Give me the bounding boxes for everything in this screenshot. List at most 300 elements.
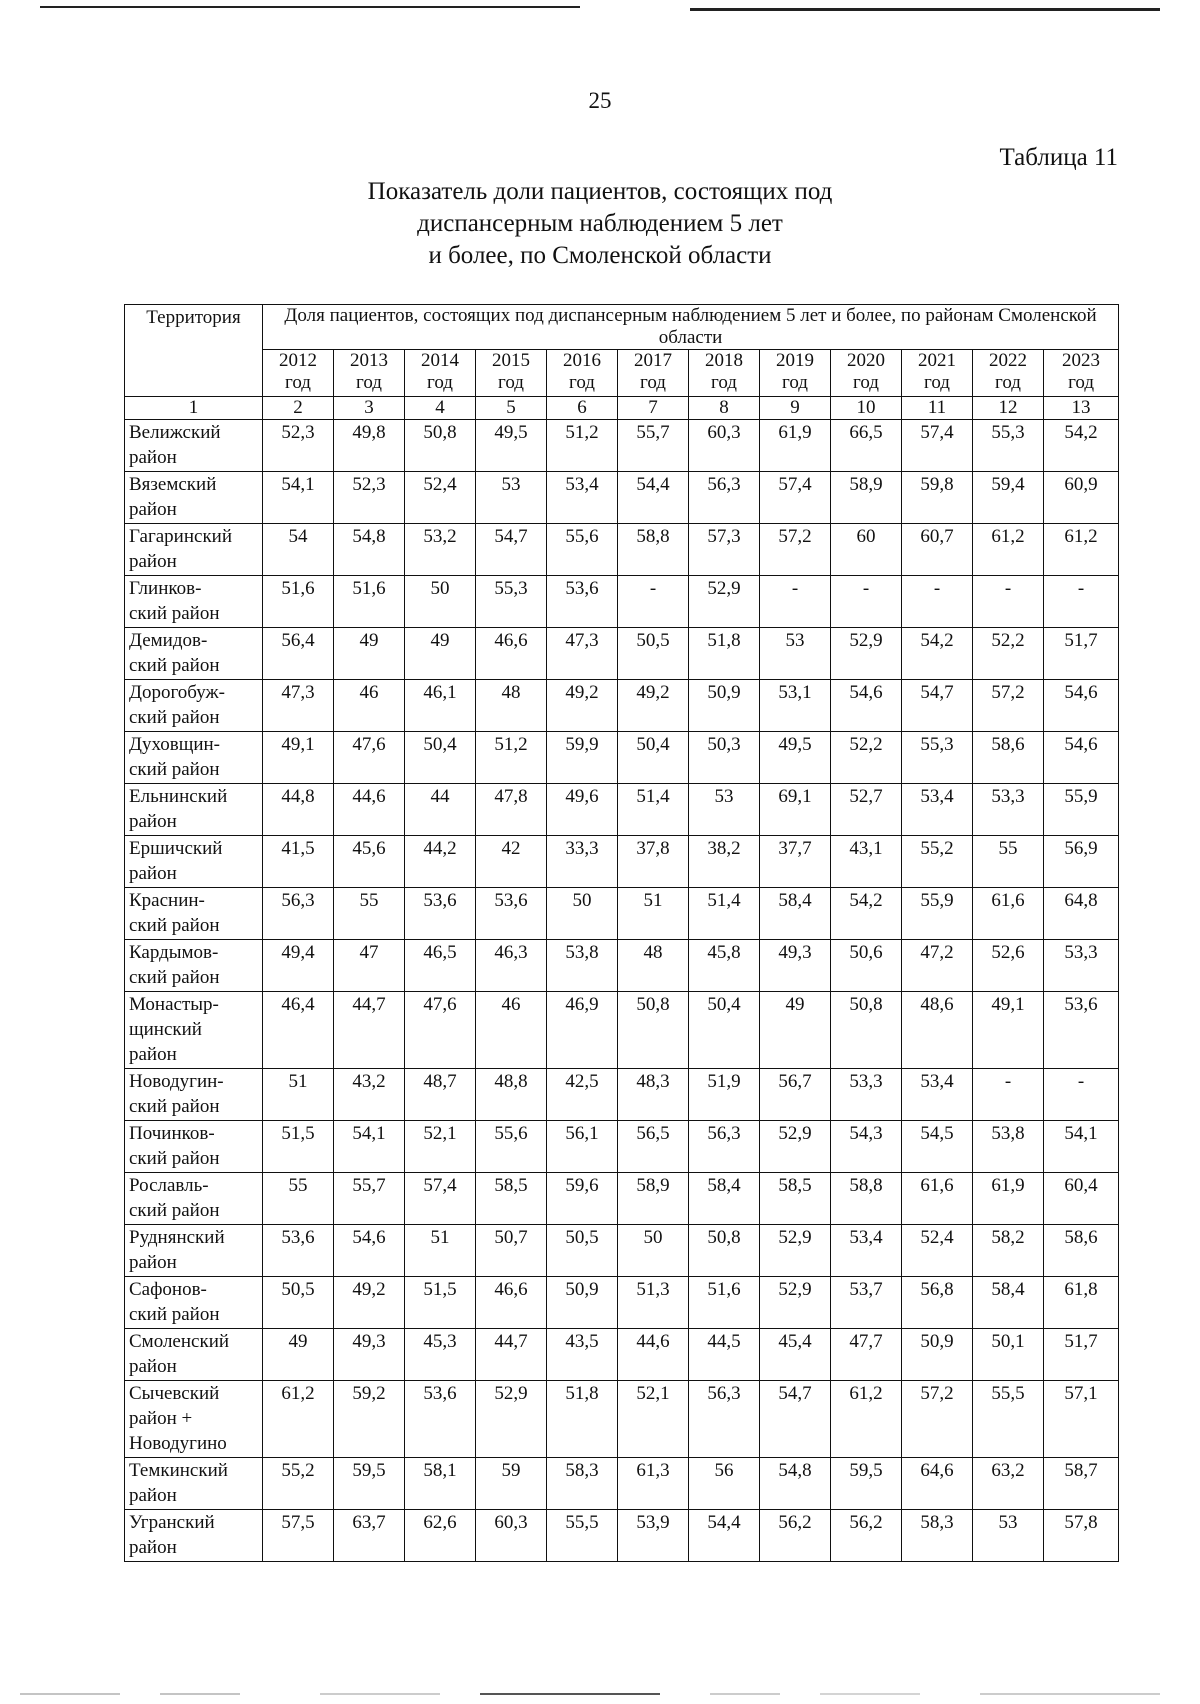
share-value: 46,6 (476, 628, 547, 680)
share-value: 51 (405, 1225, 476, 1277)
share-value: 50,9 (902, 1329, 973, 1381)
territory-name-line: ский район (129, 655, 220, 676)
share-value: 46,6 (476, 1277, 547, 1329)
share-value: 55,9 (1044, 784, 1119, 836)
scan-footer-marks (20, 1692, 1180, 1696)
share-value: 54,6 (831, 680, 902, 732)
share-value: 58,6 (1044, 1225, 1119, 1277)
territory-name (125, 888, 263, 940)
year-value: 2021 (918, 350, 956, 371)
territory-name (125, 1173, 263, 1225)
territory-name-line: ский район (129, 1148, 220, 1169)
share-value: 50,5 (547, 1225, 618, 1277)
share-value: 49,2 (334, 1277, 405, 1329)
year-unit: год (782, 372, 808, 393)
year-header (263, 350, 334, 397)
share-value: 55,2 (902, 836, 973, 888)
column-number: 2 (263, 397, 334, 420)
year-value: 2019 (776, 350, 814, 371)
share-value: - (618, 576, 689, 628)
share-value: 52,7 (831, 784, 902, 836)
year-value: 2015 (492, 350, 530, 371)
share-value: 64,6 (902, 1458, 973, 1510)
territory-name (125, 940, 263, 992)
column-number: 3 (334, 397, 405, 420)
territory-name-line: Угранский (129, 1512, 215, 1533)
share-value: 46,1 (405, 680, 476, 732)
territory-name-line: ский район (129, 1200, 220, 1221)
share-value: 55,5 (547, 1510, 618, 1562)
year-unit: год (427, 372, 453, 393)
share-value: 51,8 (689, 628, 760, 680)
share-value: 55,9 (902, 888, 973, 940)
share-value: 58,7 (1044, 1458, 1119, 1510)
share-value: 51,2 (547, 420, 618, 472)
share-value: 56,3 (689, 1381, 760, 1458)
year-header (1044, 350, 1119, 397)
territory-name (125, 576, 263, 628)
share-value: 53 (760, 628, 831, 680)
table-row (125, 472, 1119, 524)
share-value: 48,8 (476, 1069, 547, 1121)
share-value: 57,2 (760, 524, 831, 576)
share-value: 51,6 (263, 576, 334, 628)
share-value: 55,7 (618, 420, 689, 472)
table-row (125, 680, 1119, 732)
territory-name-line: Сычевский (129, 1383, 220, 1404)
year-unit: год (711, 372, 737, 393)
share-value: 57,4 (760, 472, 831, 524)
territory-name (125, 1277, 263, 1329)
territory-name-line: район (129, 1356, 177, 1377)
share-value: 50 (405, 576, 476, 628)
share-value: 49,5 (476, 420, 547, 472)
share-value: 50 (547, 888, 618, 940)
table-row (125, 628, 1119, 680)
share-value: 55 (334, 888, 405, 940)
share-value: 50,4 (689, 992, 760, 1069)
share-value: 61,9 (973, 1173, 1044, 1225)
territory-name-line: ский район (129, 707, 220, 728)
territory-name-line: Глинков- (129, 578, 202, 599)
share-value: 52,9 (760, 1277, 831, 1329)
share-value: 53,2 (405, 524, 476, 576)
share-value: 56 (689, 1458, 760, 1510)
share-value: 49 (263, 1329, 334, 1381)
year-header-row (125, 350, 1119, 397)
share-value: 54,4 (618, 472, 689, 524)
title-line: и более, по Смоленской области (428, 242, 772, 269)
share-value: 54,2 (902, 628, 973, 680)
scan-edge-line-left (40, 6, 580, 8)
territory-name-line: Сафонов- (129, 1279, 207, 1300)
territory-name (125, 1510, 263, 1562)
share-value: 44,6 (334, 784, 405, 836)
share-value: 53,8 (973, 1121, 1044, 1173)
share-value: 42 (476, 836, 547, 888)
share-value: 51,6 (689, 1277, 760, 1329)
territory-name (125, 472, 263, 524)
title-line: Показатель доли пациентов, состоящих под (367, 178, 833, 205)
share-value: 58,2 (973, 1225, 1044, 1277)
column-number: 12 (973, 397, 1044, 420)
year-value: 2020 (847, 350, 885, 371)
share-value: 55,3 (973, 420, 1044, 472)
share-value: 69,1 (760, 784, 831, 836)
share-value: - (973, 1069, 1044, 1121)
share-value: 47,8 (476, 784, 547, 836)
share-header: Доля пациентов, состоящих под диспансерным наблюдением 5 лет и более, по районам Смоленской области (263, 305, 1119, 350)
share-value: 49,5 (760, 732, 831, 784)
share-value: 61,2 (831, 1381, 902, 1458)
share-value: 55,7 (334, 1173, 405, 1225)
share-value: 52,3 (263, 420, 334, 472)
table-row (125, 1381, 1119, 1458)
year-header (334, 350, 405, 397)
share-value: 54,6 (334, 1225, 405, 1277)
territory-name-line: Демидов- (129, 630, 208, 651)
year-unit: год (498, 372, 524, 393)
share-value: 60,3 (689, 420, 760, 472)
share-value: 49,4 (263, 940, 334, 992)
year-value: 2016 (563, 350, 601, 371)
share-value: 51,2 (476, 732, 547, 784)
territory-name (125, 628, 263, 680)
year-header (405, 350, 476, 397)
share-value: 58,4 (973, 1277, 1044, 1329)
share-value: 60,3 (476, 1510, 547, 1562)
share-value: 47,2 (902, 940, 973, 992)
share-value: 44 (405, 784, 476, 836)
share-value: 52,1 (405, 1121, 476, 1173)
share-value: 50 (618, 1225, 689, 1277)
share-value: 51,3 (618, 1277, 689, 1329)
share-value: 44,7 (476, 1329, 547, 1381)
share-value: 52,6 (973, 940, 1044, 992)
territory-name (125, 992, 263, 1069)
year-header (902, 350, 973, 397)
share-value: 58,5 (760, 1173, 831, 1225)
share-value: 52,9 (476, 1381, 547, 1458)
share-value: 64,8 (1044, 888, 1119, 940)
share-value: 51 (263, 1069, 334, 1121)
share-value: 53,4 (902, 1069, 973, 1121)
share-value: 49 (760, 992, 831, 1069)
territory-name-line: район (129, 551, 177, 572)
table-row (125, 888, 1119, 940)
share-value: 56,9 (1044, 836, 1119, 888)
column-number: 11 (902, 397, 973, 420)
share-value: 50,1 (973, 1329, 1044, 1381)
year-value: 2014 (421, 350, 459, 371)
share-value: 52,1 (618, 1381, 689, 1458)
share-value: 57,2 (902, 1381, 973, 1458)
territory-name (125, 1225, 263, 1277)
district-share-table (124, 304, 1119, 1562)
share-value: 33,3 (547, 836, 618, 888)
year-unit: год (356, 372, 382, 393)
territory-name-line: ский район (129, 1096, 220, 1117)
share-value: 50,7 (476, 1225, 547, 1277)
table-row (125, 1121, 1119, 1173)
share-value: 59,8 (902, 472, 973, 524)
share-value: 46 (476, 992, 547, 1069)
share-value: 52,4 (902, 1225, 973, 1277)
share-value: 50,3 (689, 732, 760, 784)
share-value: 59,4 (973, 472, 1044, 524)
share-value: 55 (263, 1173, 334, 1225)
territory-name (125, 420, 263, 472)
share-value: 55,3 (902, 732, 973, 784)
territory-name-line: Рославль- (129, 1175, 209, 1196)
share-value: 51,7 (1044, 628, 1119, 680)
column-number: 13 (1044, 397, 1119, 420)
territory-name-line: ский район (129, 915, 220, 936)
share-value: 60,9 (1044, 472, 1119, 524)
share-value: 53 (476, 472, 547, 524)
share-value: 50,8 (405, 420, 476, 472)
territory-name-line: Гагаринский (129, 526, 233, 547)
territory-name-line: Новодугино (129, 1433, 227, 1454)
table-row (125, 1458, 1119, 1510)
territory-name (125, 836, 263, 888)
share-value: 61,8 (1044, 1277, 1119, 1329)
territory-name-line: Ельнинский (129, 786, 228, 807)
column-number: 9 (760, 397, 831, 420)
territory-name-line: ский район (129, 967, 220, 988)
territory-name-line: Починков- (129, 1123, 215, 1144)
territory-name-line: Краснин- (129, 890, 205, 911)
territory-name (125, 784, 263, 836)
table-row (125, 992, 1119, 1069)
table-row (125, 784, 1119, 836)
share-value: 56,2 (831, 1510, 902, 1562)
share-value: 54,3 (831, 1121, 902, 1173)
column-number-row (125, 397, 1119, 420)
table-row (125, 1510, 1119, 1562)
share-value: 42,5 (547, 1069, 618, 1121)
share-value: 61,3 (618, 1458, 689, 1510)
column-number: 5 (476, 397, 547, 420)
year-header (973, 350, 1044, 397)
territory-name-line: район (129, 1044, 177, 1065)
year-header (547, 350, 618, 397)
share-value: 54,6 (1044, 732, 1119, 784)
share-value: 61,6 (973, 888, 1044, 940)
share-value: 63,7 (334, 1510, 405, 1562)
share-value: 51,8 (547, 1381, 618, 1458)
share-value: 57,2 (973, 680, 1044, 732)
share-value: 49,2 (618, 680, 689, 732)
year-value: 2023 (1062, 350, 1101, 371)
territory-name-line: район (129, 1485, 177, 1506)
column-number: 6 (547, 397, 618, 420)
share-value: 57,4 (902, 420, 973, 472)
table-label: Таблица 11 (999, 144, 1118, 171)
share-value: 51 (618, 888, 689, 940)
table-row (125, 836, 1119, 888)
share-value: 54,4 (689, 1510, 760, 1562)
share-value: 49,8 (334, 420, 405, 472)
share-value: 47,6 (405, 992, 476, 1069)
table-row (125, 1069, 1119, 1121)
share-value: 57,8 (1044, 1510, 1119, 1562)
share-value: 53,4 (547, 472, 618, 524)
share-value: 53,3 (1044, 940, 1119, 992)
share-value: 54,1 (1044, 1121, 1119, 1173)
territory-name-line: Новодугин- (129, 1071, 224, 1092)
share-value: 50,9 (547, 1277, 618, 1329)
territory-name-line: Вяземский (129, 474, 217, 495)
share-value: 41,5 (263, 836, 334, 888)
share-value: 57,5 (263, 1510, 334, 1562)
share-value: 44,6 (618, 1329, 689, 1381)
share-value: 44,5 (689, 1329, 760, 1381)
share-value: 58,4 (689, 1173, 760, 1225)
share-value: 52,2 (973, 628, 1044, 680)
share-value: 53 (973, 1510, 1044, 1562)
share-value: 46,4 (263, 992, 334, 1069)
share-value: 54,1 (263, 472, 334, 524)
table-row (125, 1277, 1119, 1329)
table-row (125, 1225, 1119, 1277)
share-value: 58,9 (831, 472, 902, 524)
table-row (125, 420, 1119, 472)
share-value: 58,8 (618, 524, 689, 576)
territory-name-line: Кардымов- (129, 942, 219, 963)
year-unit: год (569, 372, 595, 393)
year-header (689, 350, 760, 397)
territory-name-line: ский район (129, 603, 220, 624)
share-value: 50,8 (689, 1225, 760, 1277)
share-value: 49 (405, 628, 476, 680)
territory-header: Территория (125, 305, 263, 397)
share-value: 56,7 (760, 1069, 831, 1121)
share-value: 46,5 (405, 940, 476, 992)
year-header (618, 350, 689, 397)
year-value: 2012 (279, 350, 317, 371)
share-value: 43,2 (334, 1069, 405, 1121)
share-value: 60,4 (1044, 1173, 1119, 1225)
share-value: 45,6 (334, 836, 405, 888)
share-value: 54,6 (1044, 680, 1119, 732)
territory-name-line: ский район (129, 1304, 220, 1325)
share-value: 57,1 (1044, 1381, 1119, 1458)
share-value: 43,1 (831, 836, 902, 888)
year-unit: год (924, 372, 950, 393)
share-value: 60 (831, 524, 902, 576)
share-value: 58,4 (760, 888, 831, 940)
share-value: 46,9 (547, 992, 618, 1069)
share-value: 52,4 (405, 472, 476, 524)
share-value: 56,5 (618, 1121, 689, 1173)
share-value: 55,3 (476, 576, 547, 628)
territory-name-line: район (129, 499, 177, 520)
share-value: 56,8 (902, 1277, 973, 1329)
year-value: 2018 (705, 350, 743, 371)
share-value: 59,5 (831, 1458, 902, 1510)
share-value: 59,6 (547, 1173, 618, 1225)
share-value: 55 (973, 836, 1044, 888)
share-value: - (1044, 1069, 1119, 1121)
share-value: 49,6 (547, 784, 618, 836)
share-value: 50,6 (831, 940, 902, 992)
column-number: 7 (618, 397, 689, 420)
territory-name-line: район (129, 811, 177, 832)
column-number: 10 (831, 397, 902, 420)
share-value: 56,2 (760, 1510, 831, 1562)
share-value: 54,2 (831, 888, 902, 940)
territory-name (125, 524, 263, 576)
share-value: 47,3 (547, 628, 618, 680)
territory-name-line: район (129, 863, 177, 884)
share-value: 54,7 (760, 1381, 831, 1458)
share-value: 54,5 (902, 1121, 973, 1173)
share-value: 52,2 (831, 732, 902, 784)
share-value: 51,5 (405, 1277, 476, 1329)
territory-name-line: Монастыр- (129, 994, 219, 1015)
share-value: 53,4 (831, 1225, 902, 1277)
share-value: - (973, 576, 1044, 628)
share-value: 54 (263, 524, 334, 576)
share-value: 61,9 (760, 420, 831, 472)
year-value: 2022 (989, 350, 1027, 371)
share-value: - (831, 576, 902, 628)
share-value: 48 (618, 940, 689, 992)
share-value: 50,9 (689, 680, 760, 732)
share-value: 37,7 (760, 836, 831, 888)
territory-name (125, 1069, 263, 1121)
column-number: 4 (405, 397, 476, 420)
share-value: 38,2 (689, 836, 760, 888)
table-row (125, 576, 1119, 628)
share-value: 54,8 (334, 524, 405, 576)
share-value: 50,4 (618, 732, 689, 784)
share-value: 57,3 (689, 524, 760, 576)
share-value: 47 (334, 940, 405, 992)
share-value: 51,5 (263, 1121, 334, 1173)
share-value: 61,2 (973, 524, 1044, 576)
share-value: - (902, 576, 973, 628)
share-value: 59,5 (334, 1458, 405, 1510)
share-value: 59,2 (334, 1381, 405, 1458)
share-value: 50,8 (618, 992, 689, 1069)
share-value: 57,4 (405, 1173, 476, 1225)
share-value: 58,8 (831, 1173, 902, 1225)
territory-name-line: Духовщин- (129, 734, 221, 755)
share-value: 54,8 (760, 1458, 831, 1510)
column-number: 8 (689, 397, 760, 420)
territory-name-line: Велижский (129, 422, 221, 443)
share-value: 55,5 (973, 1381, 1044, 1458)
share-value: 54,1 (334, 1121, 405, 1173)
share-value: 44,7 (334, 992, 405, 1069)
share-value: 52,3 (334, 472, 405, 524)
territory-name (125, 1458, 263, 1510)
share-value: 61,2 (263, 1381, 334, 1458)
share-value: 50,8 (831, 992, 902, 1069)
territory-name (125, 1329, 263, 1381)
share-value: 55,6 (476, 1121, 547, 1173)
share-value: 50,5 (618, 628, 689, 680)
share-value: 58,3 (902, 1510, 973, 1562)
territory-name (125, 732, 263, 784)
share-value: 49,3 (760, 940, 831, 992)
share-value: 48 (476, 680, 547, 732)
territory-name-line: щинский (129, 1019, 202, 1040)
share-value: 51,4 (618, 784, 689, 836)
share-value: 45,8 (689, 940, 760, 992)
